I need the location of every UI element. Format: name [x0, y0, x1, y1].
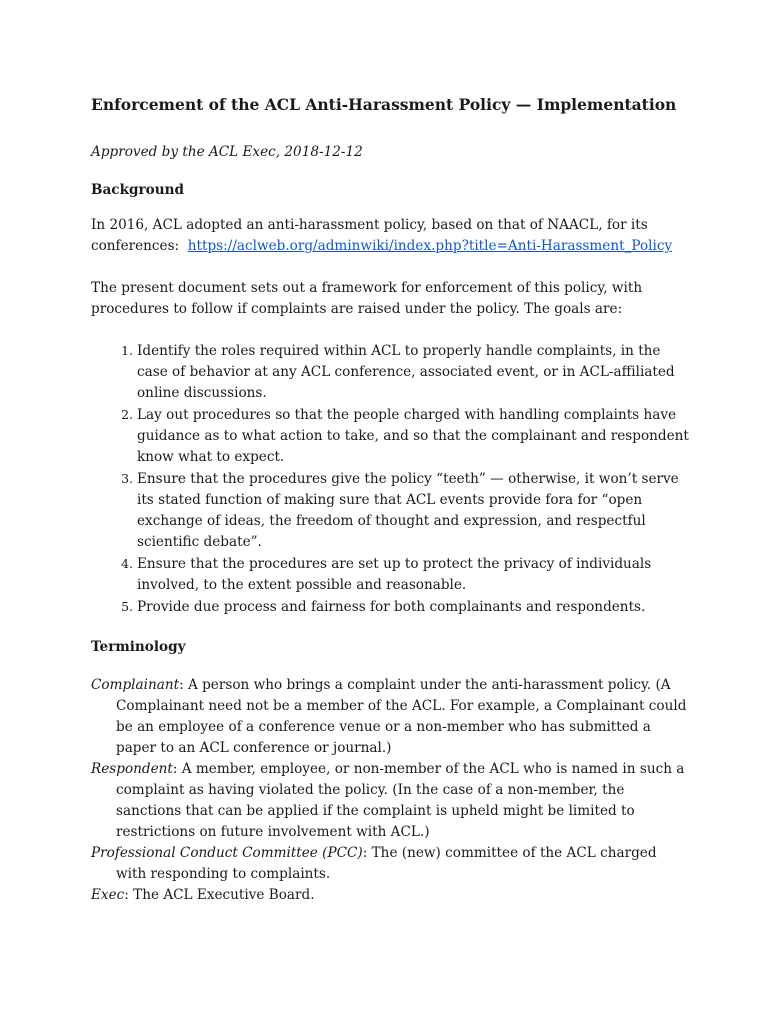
background-paragraph-1: [91, 215, 691, 257]
document-body: [91, 93, 691, 906]
background-paragraph-2: The present document sets out a framework for enforcement of this policy, with procedures to follow if complaints are raised under the policy. The goals are:: [91, 280, 643, 317]
term-name: Professional Conduct Committee (PCC): [91, 845, 363, 861]
goals-list: [91, 340, 691, 618]
definition-exec: [91, 885, 691, 906]
terminology-heading: Terminology: [91, 639, 186, 655]
term-definition: : The ACL Executive Board.: [124, 887, 315, 903]
term-definition: : The (new) committee of the ACL charged with responding to complaints.: [116, 845, 657, 882]
term-definition: : A person who brings a complaint under the anti-harassment policy. (A Complainant need not be a member of the ACL. For example, a Complainant could be an employee of a conference venue or a non-member who has submitted a paper to an ACL conference or journal.): [116, 677, 687, 756]
definition-pcc: [91, 843, 691, 885]
term-name: Exec: [91, 887, 125, 903]
definition-respondent: [91, 759, 691, 843]
terminology-list: [91, 675, 691, 906]
term-name: Complainant: [91, 677, 180, 693]
goal-item: 4. Ensure that the procedures are set up to protect the privacy of individuals involved, to the extent possible and reasonable.: [137, 553, 691, 596]
goal-item: 5. Provide due process and fairness for both complainants and respondents.: [137, 596, 691, 618]
background-heading: Background: [91, 182, 184, 198]
background-paragraph-1-text: In 2016, ACL adopted an anti-harassment policy, based on that of NAACL, for its conferences:: [91, 217, 648, 254]
term-name: Respondent: [91, 761, 173, 777]
anti-harassment-policy-link[interactable]: https://aclweb.org/adminwiki/index.php?title=Anti-Harassment_Policy: [187, 238, 673, 254]
goal-item: 3. Ensure that the procedures give the policy “teeth” — otherwise, it won’t serve its stated function of making sure that ACL events provide fora for “open exchange of ideas, the freedom of thought and expression, and respectful scientific debate”.: [137, 468, 691, 553]
goal-item: 2. Lay out procedures so that the people charged with handling complaints have guidance as to what action to take, and so that the complainant and respondent know what to expect.: [137, 404, 691, 468]
approval-note: Approved by the ACL Exec, 2018-12-12: [91, 144, 363, 160]
document-title: Enforcement of the ACL Anti-Harassment Policy — Implementation: [91, 95, 677, 114]
goal-item: 1. Identify the roles required within ACL to properly handle complaints, in the case of behavior at any ACL conference, associated event, or in ACL-affiliated online discussions.: [137, 340, 691, 404]
definition-complainant: [91, 675, 691, 759]
term-definition: : A member, employee, or non-member of the ACL who is named in such a complaint as having violated the policy. (In the case of a non-member, the sanctions that can be applied if the complaint is upheld might be limited to restrictions on future involvement with ACL.): [116, 761, 685, 840]
